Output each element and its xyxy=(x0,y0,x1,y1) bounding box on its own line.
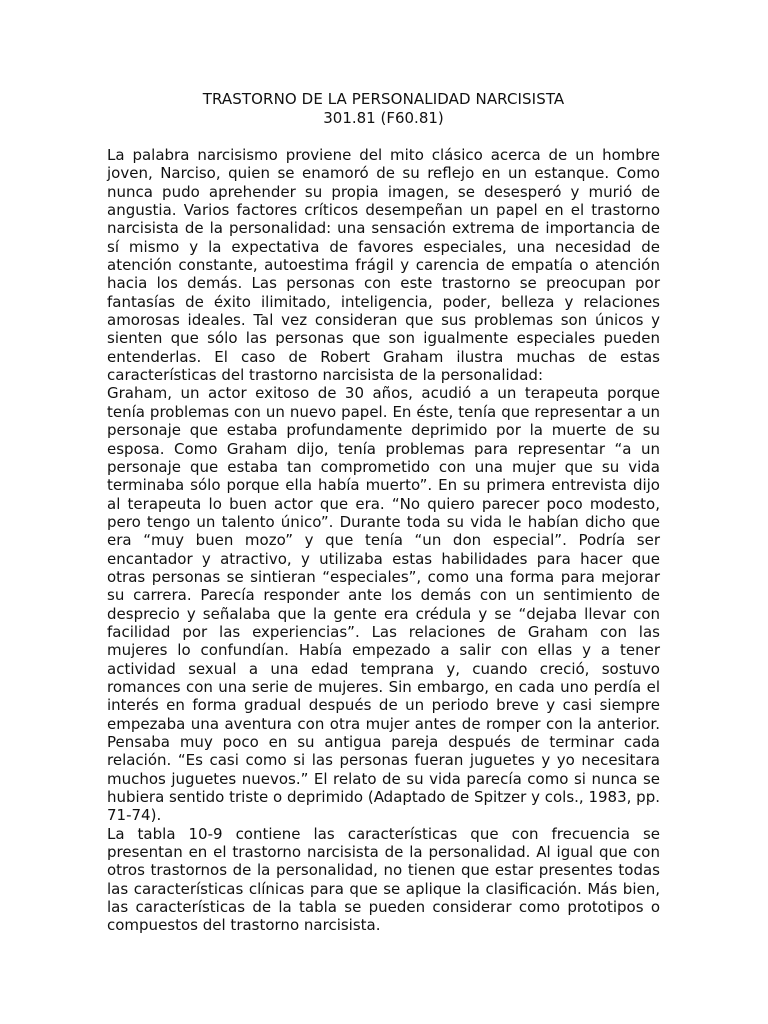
document-page xyxy=(107,90,660,935)
document-title: TRASTORNO DE LA PERSONALIDAD NARCISISTA xyxy=(202,90,565,108)
paragraph-case-study: Graham, un actor exitoso de 30 años, acudió a un terapeuta porque tenía problemas con un nuevo papel. En éste, tenía que representar a un personaje que estaba profundamente deprimido por la muerte de su esposa. Como Graham dijo, tenía problemas para representar “a un personaje que estaba tan comprometido con una mujer que su vida terminaba sólo porque ella había muerto”. En su primera entrevista dijo al terapeuta lo buen actor que era. “No quiero parecer poco modesto, pero tengo un talento único”. Durante toda su vida le habían dicho que era “muy buen mozo” y que tenía “un don especial”. Podría ser encantador y atractivo, y utilizaba estas habilidades para hacer que otras personas se sintieran “especiales”, como una forma para mejorar su carrera. Parecía responder ante los demás con un sentimiento de desprecio y señalaba que la gente era crédula y se “dejaba llevar con facilidad por las experiencias”. Las relaciones de Graham con las mujeres lo confundían. Había empezado a salir con ellas y a tener actividad sexual a una edad temprana y, cuando creció, sostuvo romances con una serie de mujeres. Sin embargo, en cada uno perdía el interés en forma gradual después de un periodo breve y casi siempre empezaba una aventura con otra mujer antes de romper con la anterior. Pensaba muy poco en su antigua pareja después de terminar cada relación. “Es casi como si las personas fueran juguetes y yo necesitara muchos juguetes nuevos.” El relato de su vida parecía como si nunca se hubiera sentido triste o deprimido (Adaptado de Spitzer y cols., 1983, pp. 71-74). xyxy=(107,384,660,825)
paragraph-intro: La palabra narcisismo proviene del mito clásico acerca de un hombre joven, Narciso, quien se enamoró de su reflejo en un estanque. Como nunca pudo aprehender su propia imagen, se desesperó y murió de angustia. Varios factores críticos desempeñan un papel en el trastorno narcisista de la personalidad: una sensación extrema de importancia de sí mismo y la expectativa de favores especiales, una necesidad de atención constante, autoestima frágil y carencia de empatía o atención hacia los demás. Las personas con este trastorno se preocupan por fantasías de éxito ilimitado, inteligencia, poder, belleza y relaciones amorosas ideales. Tal vez consideran que sus problemas son únicos y sienten que sólo las personas que son igualmente especiales pueden entenderlas. El caso de Robert Graham ilustra muchas de estas características del trastorno narcisista de la personalidad: xyxy=(107,146,660,385)
paragraph-table-note: La tabla 10-9 contiene las características que con frecuencia se presentan en el trastorno narcisista de la personalidad. Al igual que con otros trastornos de la personalidad, no tienen que estar presentes todas las características clínicas para que se aplique la clasificación. Más bien, las características de la tabla se pueden considerar como prototipos o compuestos del trastorno narcisista. xyxy=(107,824,660,935)
diagnostic-code: 301.81 (F60.81) xyxy=(323,109,444,127)
